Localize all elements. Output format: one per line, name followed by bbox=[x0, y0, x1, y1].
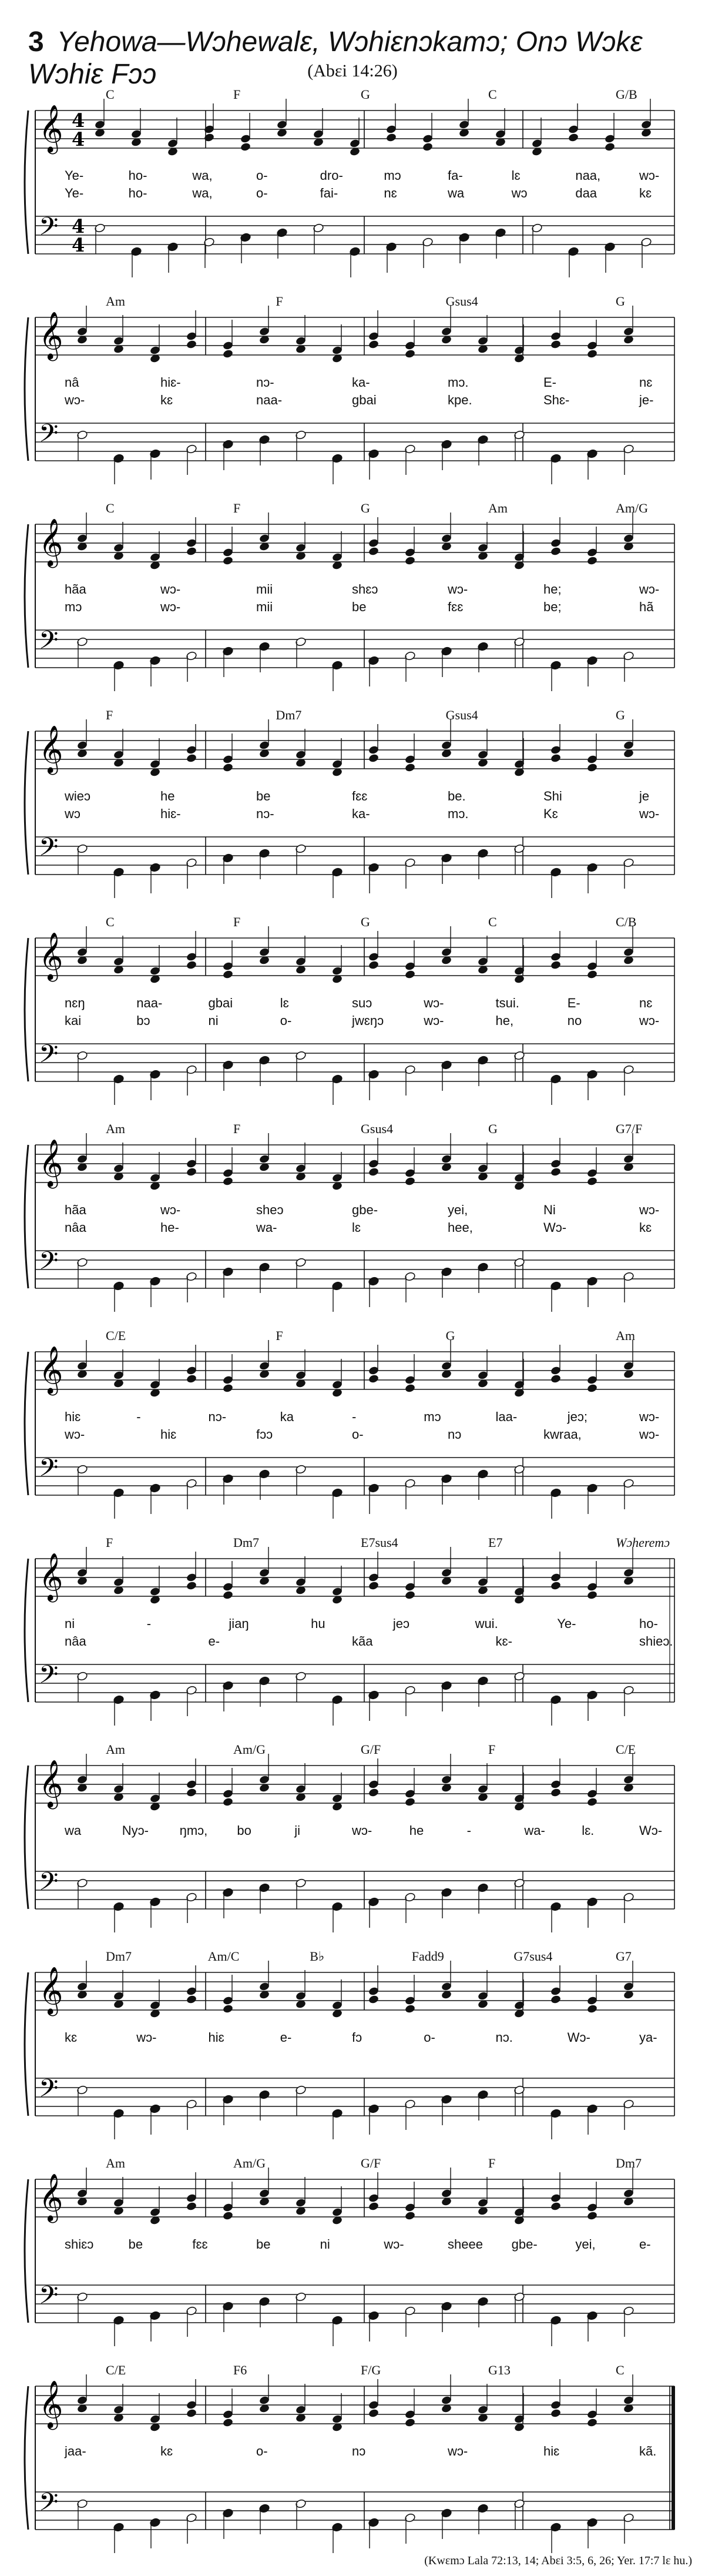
chord-symbol: G/F bbox=[361, 2156, 381, 2170]
lyric-syllable: tsui. bbox=[495, 996, 519, 1010]
lyric-syllable: ka bbox=[280, 1409, 294, 1424]
svg-text:4: 4 bbox=[72, 128, 85, 150]
chord-symbol: Am/G bbox=[616, 501, 648, 515]
lyric-syllable: o- bbox=[256, 2444, 268, 2458]
chord-symbol: G7/F bbox=[616, 1121, 643, 1136]
lyric-syllable: Ni bbox=[543, 1202, 556, 1217]
lyric-syllable: he; bbox=[543, 582, 562, 597]
treble-clef-icon: 𝄞 bbox=[39, 1759, 63, 1807]
lyric-syllable: nɔ bbox=[352, 2444, 366, 2458]
lyric-syllable: wɔ- bbox=[639, 582, 660, 597]
lyric-syllable: jaa- bbox=[65, 2444, 86, 2458]
lyric-syllable: e- bbox=[639, 2237, 651, 2252]
lyric-syllable: wɔ bbox=[65, 806, 80, 821]
lyric-syllable: gbe- bbox=[352, 1202, 378, 1217]
treble-clef-icon: 𝄞 bbox=[39, 932, 63, 980]
chord-symbol: Gsus4 bbox=[445, 294, 478, 309]
song-title: Yehowa—Wɔhewalɛ, Wɔhiɛnɔkamɔ; Onɔ Wɔkɛ Wɔhiɛ Fɔɔ bbox=[28, 26, 643, 90]
chord-symbol: Am/C bbox=[207, 1949, 240, 1964]
chord-symbol: Am bbox=[106, 2156, 125, 2170]
bass-clef-icon: 𝄢 bbox=[39, 419, 59, 454]
lyric-syllable: E- bbox=[543, 375, 556, 390]
lyric-syllable: lɛ. bbox=[582, 1823, 595, 1838]
lyric-syllable: jiaŋ bbox=[229, 1616, 249, 1631]
staff-svg bbox=[0, 1742, 705, 1936]
lyric-syllable: Shi bbox=[543, 789, 562, 803]
chord-symbol: F bbox=[106, 1535, 113, 1550]
lyric-syllable: fɛɛ bbox=[352, 789, 368, 803]
lyric-syllable: wieɔ bbox=[65, 789, 91, 803]
chord-symbol: G7sus4 bbox=[513, 1949, 553, 1964]
svg-text:4: 4 bbox=[72, 109, 85, 132]
lyric-syllable: be bbox=[256, 2237, 271, 2252]
lyric-syllable: nâa bbox=[65, 1220, 86, 1235]
lyric-syllable: hãa bbox=[65, 1202, 86, 1217]
lyric-syllable: nɔ- bbox=[256, 806, 274, 821]
lyric-syllable: naa, bbox=[575, 168, 601, 183]
bass-clef-icon: 𝄢 bbox=[39, 1453, 59, 1489]
lyric-syllable: jeɔ; bbox=[567, 1409, 588, 1424]
bass-clef-icon: 𝄢 bbox=[39, 2281, 59, 2316]
lyric-syllable: gbai bbox=[208, 996, 233, 1010]
staff-svg bbox=[0, 1535, 705, 1729]
lyric-syllable: wɔ- bbox=[424, 1013, 444, 1028]
lyric-syllable: kpe. bbox=[448, 393, 472, 407]
staff-svg bbox=[0, 1949, 705, 2143]
lyric-syllable: wui. bbox=[475, 1616, 498, 1631]
lyric-syllable: ka- bbox=[352, 375, 370, 390]
lyric-syllable: wa bbox=[65, 1823, 82, 1838]
score-system bbox=[0, 708, 705, 902]
score-system bbox=[0, 294, 705, 488]
lyric-syllable: hiɛ- bbox=[160, 375, 181, 390]
chord-symbol: C/B bbox=[616, 915, 637, 929]
score-system bbox=[0, 1742, 705, 1936]
lyric-syllable: yei, bbox=[575, 2237, 596, 2252]
lyric-syllable: shiɛɔ bbox=[65, 2237, 94, 2252]
staff-svg bbox=[0, 2156, 705, 2350]
lyric-syllable: hee, bbox=[448, 1220, 473, 1235]
score-system bbox=[0, 501, 705, 695]
lyric-syllable: fai- bbox=[320, 186, 338, 200]
chord-symbol: F bbox=[233, 915, 241, 929]
chord-symbol: Dm7 bbox=[616, 2156, 642, 2170]
score-system bbox=[0, 915, 705, 1108]
lyric-syllable: sheee bbox=[448, 2237, 483, 2252]
staff-svg bbox=[0, 1121, 705, 1315]
lyric-syllable: be bbox=[352, 599, 367, 614]
lyric-syllable: hiɛ- bbox=[160, 806, 181, 821]
lyric-syllable: wɔ- bbox=[352, 1823, 372, 1838]
lyric-syllable: hu bbox=[311, 1616, 325, 1631]
lyric-syllable: kai bbox=[65, 1013, 82, 1028]
lyric-syllable: ya- bbox=[639, 2030, 657, 2045]
lyric-syllable: kɛ bbox=[160, 2444, 173, 2458]
chord-symbol: G bbox=[488, 1121, 498, 1136]
lyric-syllable: be. bbox=[448, 789, 466, 803]
chord-symbol: E7sus4 bbox=[361, 1535, 398, 1550]
lyric-syllable: hiɛ bbox=[543, 2444, 560, 2458]
score-system bbox=[0, 1328, 705, 1522]
lyric-syllable: o- bbox=[352, 1427, 364, 1442]
treble-clef-icon: 𝄞 bbox=[39, 1345, 63, 1393]
chord-symbol: Dm7 bbox=[276, 708, 302, 722]
lyric-syllable: he bbox=[160, 789, 175, 803]
lyric-syllable: mii bbox=[256, 599, 273, 614]
lyric-syllable: be bbox=[256, 789, 271, 803]
lyric-syllable: mɔ. bbox=[448, 375, 469, 390]
lyric-syllable: nɛ bbox=[639, 996, 653, 1010]
lyric-syllable: Wɔ- bbox=[543, 1220, 567, 1235]
lyric-syllable: nâa bbox=[65, 1634, 86, 1649]
lyric-syllable: nɔ- bbox=[208, 1409, 227, 1424]
staff-svg bbox=[0, 501, 705, 695]
lyric-syllable: lɛ bbox=[352, 1220, 361, 1235]
lyric-syllable: wɔ- bbox=[65, 1427, 85, 1442]
lyric-syllable: shɛɔ bbox=[352, 582, 378, 597]
lyric-syllable: kɛ bbox=[160, 393, 173, 407]
lyric-syllable: nɛŋ bbox=[65, 996, 85, 1010]
lyric-syllable: he, bbox=[495, 1013, 514, 1028]
lyric-syllable: o- bbox=[424, 2030, 435, 2045]
bass-clef-icon: 𝄢 bbox=[39, 2488, 59, 2523]
chord-symbol: F/G bbox=[361, 2363, 381, 2377]
lyric-syllable: hiɛ bbox=[160, 1427, 177, 1442]
lyric-syllable: je- bbox=[639, 393, 654, 407]
lyric-syllable: lɛ bbox=[280, 996, 289, 1010]
chord-symbol: Gsus4 bbox=[445, 708, 478, 722]
lyric-syllable: naa- bbox=[136, 996, 163, 1010]
lyric-syllable: Wɔ- bbox=[639, 1823, 663, 1838]
treble-clef-icon: 𝄞 bbox=[39, 2173, 63, 2221]
lyric-syllable: wɔ- bbox=[448, 2444, 468, 2458]
lyric-syllable: fɔɔ bbox=[256, 1427, 273, 1442]
lyric-syllable: mii bbox=[256, 582, 273, 597]
lyric-syllable: Shɛ- bbox=[543, 393, 570, 407]
chord-symbol: C/E bbox=[106, 2363, 126, 2377]
lyric-syllable: mɔ bbox=[384, 168, 401, 183]
lyric-syllable: wɔ- bbox=[160, 599, 181, 614]
lyric-syllable: he bbox=[409, 1823, 424, 1838]
lyric-syllable: fɛɛ bbox=[448, 599, 464, 614]
staff-svg bbox=[0, 1328, 705, 1522]
chord-symbol: F6 bbox=[233, 2363, 247, 2377]
lyric-syllable: wɔ- bbox=[384, 2237, 404, 2252]
lyric-syllable: wa, bbox=[192, 186, 213, 200]
lyric-syllable: nâ bbox=[65, 375, 79, 390]
treble-clef-icon: 𝄞 bbox=[39, 1552, 63, 1600]
chord-symbol: Am bbox=[488, 501, 508, 515]
song-number: 3 bbox=[28, 26, 44, 58]
chord-symbol: F bbox=[233, 501, 241, 515]
chord-symbol: Am/G bbox=[233, 1742, 266, 1757]
chord-symbol: C bbox=[488, 87, 497, 102]
lyric-syllable: wɔ- bbox=[424, 996, 444, 1010]
lyric-syllable: kãa bbox=[352, 1634, 373, 1649]
staff-svg bbox=[0, 708, 705, 902]
chord-symbol: Am bbox=[616, 1328, 635, 1343]
treble-clef-icon: 𝄞 bbox=[39, 1138, 63, 1187]
bass-clef-icon: 𝄢 bbox=[39, 1040, 59, 1075]
bass-clef-icon: 𝄢 bbox=[39, 1660, 59, 1696]
chord-symbol: C bbox=[488, 915, 497, 929]
chord-symbol: C/E bbox=[616, 1742, 636, 1757]
lyric-syllable: nɔ- bbox=[256, 375, 274, 390]
chord-symbol: C bbox=[106, 915, 115, 929]
chord-symbol: C bbox=[106, 501, 115, 515]
treble-clef-icon: 𝄞 bbox=[39, 311, 63, 359]
lyric-syllable: ho- bbox=[639, 1616, 658, 1631]
svg-text:4: 4 bbox=[72, 234, 85, 256]
chord-symbol: C/E bbox=[106, 1328, 126, 1343]
lyric-syllable: mɔ bbox=[424, 1409, 441, 1424]
lyric-syllable: naa- bbox=[256, 393, 283, 407]
score-system bbox=[0, 1535, 705, 1729]
chord-symbol: G/F bbox=[361, 1742, 381, 1757]
lyric-syllable: - bbox=[352, 1409, 357, 1424]
chord-symbol: G bbox=[361, 915, 370, 929]
chord-symbol: G bbox=[616, 294, 625, 309]
lyric-syllable: ho- bbox=[128, 168, 147, 183]
lyric-syllable: fɛɛ bbox=[192, 2237, 208, 2252]
bass-clef-icon: 𝄢 bbox=[39, 626, 59, 661]
lyric-syllable: nɔ. bbox=[495, 2030, 513, 2045]
chord-symbol: B♭ bbox=[310, 1949, 325, 1964]
chord-symbol: F bbox=[488, 2156, 496, 2170]
chord-symbol: Dm7 bbox=[106, 1949, 132, 1964]
staff-svg bbox=[0, 2363, 705, 2557]
lyric-syllable: wɔ- bbox=[136, 2030, 157, 2045]
lyric-syllable: wa bbox=[448, 186, 465, 200]
chord-symbol: Am/G bbox=[233, 2156, 266, 2170]
chord-symbol: C bbox=[106, 87, 115, 102]
chord-symbol: G bbox=[361, 501, 370, 515]
lyric-syllable: wɔ- bbox=[639, 806, 660, 821]
bass-clef-icon: 𝄢 bbox=[39, 2074, 59, 2109]
lyric-syllable: Ye- bbox=[65, 186, 84, 200]
lyric-syllable: fɔ bbox=[352, 2030, 362, 2045]
score-system bbox=[0, 2156, 705, 2350]
lyric-syllable: Wɔ- bbox=[567, 2030, 590, 2045]
lyric-syllable: - bbox=[466, 1823, 471, 1838]
lyric-syllable: wa- bbox=[524, 1823, 545, 1838]
treble-clef-icon: 𝄞 bbox=[39, 725, 63, 773]
treble-clef-icon: 𝄞 bbox=[39, 1966, 63, 2014]
lyric-syllable: ho- bbox=[128, 186, 147, 200]
lyric-syllable: hãa bbox=[65, 582, 86, 597]
lyric-syllable: fa- bbox=[448, 168, 463, 183]
lyric-syllable: ni bbox=[320, 2237, 330, 2252]
treble-clef-icon: 𝄞 bbox=[39, 104, 63, 152]
lyric-syllable: wɔ- bbox=[160, 582, 181, 597]
lyric-syllable: E- bbox=[567, 996, 580, 1010]
lyric-syllable: je bbox=[639, 789, 650, 803]
lyric-syllable: Ye- bbox=[557, 1616, 576, 1631]
lyric-syllable: sheɔ bbox=[256, 1202, 284, 1217]
chord-symbol: F bbox=[276, 294, 283, 309]
chord-symbol: F bbox=[488, 1742, 496, 1757]
lyric-syllable: jwɛŋɔ bbox=[352, 1013, 384, 1028]
lyric-syllable: o- bbox=[280, 1013, 292, 1028]
chord-symbol: E7 bbox=[488, 1535, 503, 1550]
chord-symbol: Wɔheremɔ bbox=[616, 1535, 670, 1550]
lyric-syllable: nɔ bbox=[448, 1427, 462, 1442]
lyric-syllable: wɔ- bbox=[160, 1202, 181, 1217]
lyric-syllable: he- bbox=[160, 1220, 179, 1235]
lyric-syllable: yei, bbox=[448, 1202, 468, 1217]
treble-clef-icon: 𝄞 bbox=[39, 518, 63, 566]
chord-symbol: F bbox=[233, 87, 241, 102]
chord-symbol: Am bbox=[106, 1121, 125, 1136]
lyric-syllable: - bbox=[136, 1409, 141, 1424]
lyric-syllable: hã bbox=[639, 599, 654, 614]
lyric-syllable: wɔ- bbox=[639, 1202, 660, 1217]
lyric-syllable: wɔ- bbox=[639, 168, 660, 183]
lyric-syllable: nɛ bbox=[639, 375, 653, 390]
footer-references: (Kwɛmɔ Lala 72:13, 14; Abɛi 3:5, 6, 26; Yer. 17:7 lɛ hu.) bbox=[424, 2554, 692, 2567]
lyric-syllable: o- bbox=[256, 186, 268, 200]
lyric-syllable: Nyɔ- bbox=[122, 1823, 149, 1838]
lyric-syllable: e- bbox=[208, 1634, 220, 1649]
lyric-syllable: gbai bbox=[352, 393, 377, 407]
lyric-syllable: wɔ- bbox=[448, 582, 468, 597]
lyric-syllable: kɛ bbox=[65, 2030, 78, 2045]
lyric-syllable: bo bbox=[237, 1823, 251, 1838]
chord-symbol: Am bbox=[106, 1742, 125, 1757]
lyric-syllable: mɔ. bbox=[448, 806, 469, 821]
chord-symbol: Am bbox=[106, 294, 125, 309]
lyric-syllable: wɔ- bbox=[639, 1409, 660, 1424]
chord-symbol: F bbox=[233, 1121, 241, 1136]
lyric-syllable: kɛ- bbox=[495, 1634, 512, 1649]
lyric-syllable: wɔ- bbox=[639, 1427, 660, 1442]
score-system bbox=[0, 87, 705, 281]
lyric-syllable: ni bbox=[65, 1616, 75, 1631]
lyric-syllable: laa- bbox=[495, 1409, 518, 1424]
lyric-syllable: e- bbox=[280, 2030, 292, 2045]
lyric-syllable: wɔ- bbox=[639, 1013, 660, 1028]
lyric-syllable: wɔ bbox=[511, 186, 528, 200]
lyric-syllable: suɔ bbox=[352, 996, 372, 1010]
lyric-syllable: lɛ bbox=[511, 168, 521, 183]
chord-symbol: Fadd9 bbox=[411, 1949, 444, 1964]
lyric-syllable: - bbox=[146, 1616, 152, 1631]
lyric-syllable: gbe- bbox=[511, 2237, 538, 2252]
lyric-syllable: wa- bbox=[256, 1220, 277, 1235]
bass-clef-icon: 𝄢 bbox=[39, 1247, 59, 1282]
scripture-reference: (Abɛi 14:26) bbox=[307, 61, 398, 81]
lyric-syllable: wɔ- bbox=[65, 393, 85, 407]
lyric-syllable: dro- bbox=[320, 168, 343, 183]
score-system bbox=[0, 2363, 705, 2557]
lyric-syllable: kwraa, bbox=[543, 1427, 582, 1442]
chord-symbol: Dm7 bbox=[233, 1535, 259, 1550]
staff-svg bbox=[0, 87, 705, 281]
score-system bbox=[0, 1121, 705, 1315]
lyric-syllable: wa, bbox=[192, 168, 213, 183]
chord-symbol: F bbox=[106, 708, 113, 722]
chord-symbol: G bbox=[445, 1328, 455, 1343]
chord-symbol: G7 bbox=[616, 1949, 632, 1964]
svg-text:4: 4 bbox=[72, 215, 85, 237]
lyric-syllable: kɛ bbox=[639, 1220, 652, 1235]
lyric-syllable: hiɛ bbox=[65, 1409, 81, 1424]
lyric-syllable: ni bbox=[208, 1013, 219, 1028]
chord-symbol: Gsus4 bbox=[361, 1121, 394, 1136]
lyric-syllable: Ye- bbox=[65, 168, 84, 183]
score-system bbox=[0, 1949, 705, 2143]
bass-clef-icon: 𝄢 bbox=[39, 1867, 59, 1902]
staff-svg bbox=[0, 294, 705, 488]
lyric-syllable: daa bbox=[575, 186, 597, 200]
lyric-syllable: jeɔ bbox=[392, 1616, 409, 1631]
lyric-syllable: nɛ bbox=[384, 186, 397, 200]
lyric-syllable: mɔ bbox=[65, 599, 82, 614]
bass-clef-icon: 𝄢 bbox=[39, 212, 59, 247]
chord-symbol: G13 bbox=[488, 2363, 511, 2377]
chord-symbol: G bbox=[361, 87, 370, 102]
staff-svg bbox=[0, 915, 705, 1108]
lyric-syllable: ji bbox=[294, 1823, 300, 1838]
lyric-syllable: bɔ bbox=[136, 1013, 150, 1028]
lyric-syllable: kɛ bbox=[639, 186, 652, 200]
bass-clef-icon: 𝄢 bbox=[39, 833, 59, 868]
chord-symbol: G/B bbox=[616, 87, 637, 102]
lyric-syllable: be bbox=[128, 2237, 143, 2252]
lyric-syllable: hiɛ bbox=[208, 2030, 224, 2045]
lyric-syllable: ŋmɔ, bbox=[179, 1823, 208, 1838]
treble-clef-icon: 𝄞 bbox=[39, 2380, 63, 2428]
lyric-syllable: shieɔ. bbox=[639, 1634, 673, 1649]
chord-symbol: G bbox=[616, 708, 625, 722]
lyric-syllable: ka- bbox=[352, 806, 370, 821]
chord-symbol: F bbox=[276, 1328, 283, 1343]
lyric-syllable: Kɛ bbox=[543, 806, 558, 821]
lyric-syllable: o- bbox=[256, 168, 268, 183]
lyric-syllable: be; bbox=[543, 599, 562, 614]
chord-symbol: C bbox=[616, 2363, 625, 2377]
lyric-syllable: no bbox=[567, 1013, 582, 1028]
lyric-syllable: kã. bbox=[639, 2444, 657, 2458]
